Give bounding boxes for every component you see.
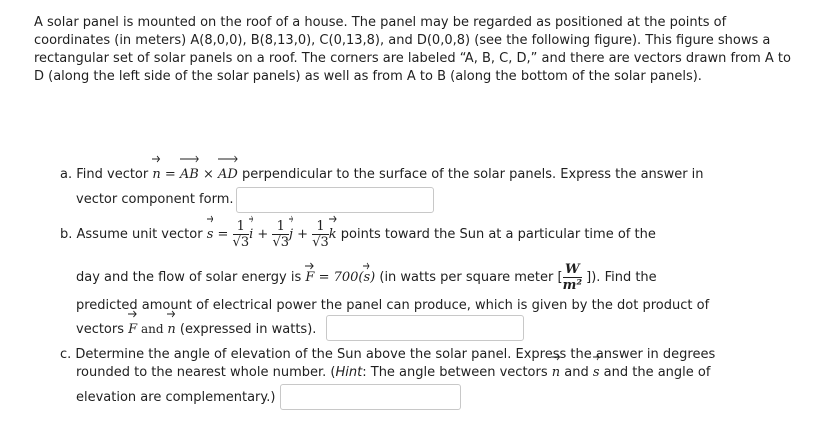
- unit-vector-i: i: [249, 213, 253, 257]
- equals-sign-b: =: [213, 227, 233, 242]
- cross-sign: ×: [198, 167, 219, 182]
- part-c-line1: [60, 346, 715, 364]
- part-b-line4: [76, 320, 316, 339]
- vector-ad: AD: [218, 166, 238, 184]
- and-c: and: [560, 365, 593, 380]
- unit-vector-j: j: [289, 213, 293, 257]
- part-b-text3: (in watts per square meter [: [375, 270, 563, 285]
- part-a-text: perpendicular to the surface of the solar panels. Express the answer in: [237, 167, 704, 182]
- part-a-label: a. Find vector: [60, 167, 153, 182]
- vector-n-3: n: [552, 364, 560, 382]
- part-a-line2: [76, 191, 234, 209]
- eq-700: = 700(: [314, 270, 364, 285]
- part-c-text2b: : The angle between vectors: [362, 365, 552, 380]
- fraction-j: $\frac{1}{√3}$: [272, 218, 289, 250]
- part-b-text7: (expressed in watts).: [175, 322, 317, 337]
- part-c-line2: [76, 364, 710, 382]
- answer-c-input[interactable]: [280, 384, 461, 410]
- part-b-text5: predicted amount of electrical power the panel can produce, which is given by the dot product of: [76, 298, 710, 313]
- part-c-text3: elevation are complementary.): [76, 390, 276, 405]
- part-c-text1: c. Determine the angle of elevation of the Sun above the solar panel. Express the answer in degrees: [60, 347, 716, 362]
- vector-s-3: s: [593, 364, 600, 382]
- part-b-line1: [60, 213, 656, 257]
- plus-sign: +: [253, 227, 273, 242]
- unit-vector-k: k: [329, 213, 337, 257]
- part-b-label: b. Assume unit vector: [60, 227, 207, 242]
- vector-s-paren: s: [363, 262, 370, 294]
- plus-sign: +: [293, 227, 313, 242]
- part-b-text1: points toward the Sun at a particular time of the: [336, 227, 656, 242]
- units-fraction: $\frac{W}{\text{m²}}$: [562, 261, 583, 293]
- part-b-line2: [76, 262, 657, 294]
- equals-sign: =: [160, 167, 180, 182]
- problem-intro: A solar panel is mounted on the roof of a house. The panel may be regarded as positioned at the points of coordinates (in meters) A(8,0,0), B(8,13,0), C(0,13,8), and D(0,0,8) (see the following figure). This figure shows a rectangular set of solar panels on a roof. The corners are labeled “A, B, C, D,” and there are vectors drawn from A to D (along the left side of the solar panels) as well as from A to B (along the bottom of the solar panels).: [34, 15, 791, 84]
- close-paren: ): [370, 270, 376, 285]
- fraction-k: $\frac{1}{√3}$: [312, 218, 329, 250]
- vector-F: F: [305, 262, 314, 294]
- vector-s: s: [207, 213, 214, 257]
- answer-b-input[interactable]: [326, 315, 524, 341]
- part-a-text2: vector component form.: [76, 192, 234, 207]
- part-c-text2c: and the angle of: [599, 365, 711, 380]
- vector-ab: AB: [180, 166, 199, 184]
- vector-n: n: [152, 166, 160, 184]
- vector-F-2: F: [128, 321, 137, 339]
- and-word: and: [137, 322, 168, 336]
- part-b-text4: ]). Find the: [582, 270, 657, 285]
- part-c-line3: [76, 389, 275, 407]
- fraction-i: $\frac{1}{√3}$: [232, 218, 250, 250]
- part-b-text6: vectors: [76, 322, 129, 337]
- part-a-line1: [60, 166, 704, 184]
- answer-a-input[interactable]: [236, 187, 434, 213]
- hint-label: Hint: [335, 365, 363, 380]
- part-b-text2: day and the flow of solar energy is: [76, 270, 306, 285]
- part-c-text2a: rounded to the nearest whole number. (: [76, 365, 336, 380]
- vector-n-2: n: [167, 321, 175, 339]
